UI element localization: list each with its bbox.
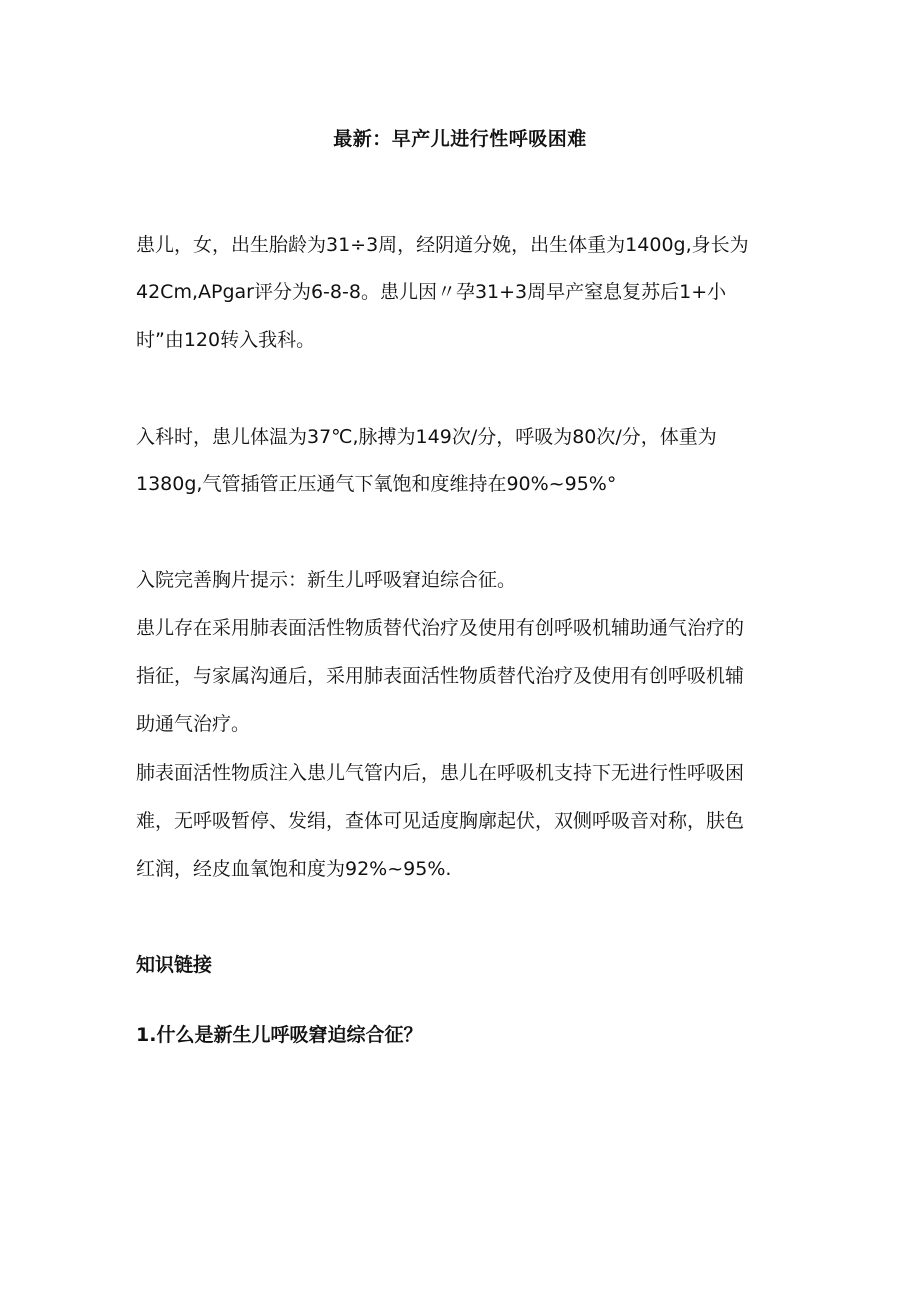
outcome-line-3: 红润，经皮血氧饱和度为92%~95%.: [136, 858, 452, 880]
chest-film-line: 入院完善胸片提示：新生儿呼吸窘迫综合征。: [136, 569, 517, 591]
document-title: 最新：早产儿进行性呼吸困难: [333, 128, 587, 150]
case-intro-line-1: 患儿，女，出生胎龄为31÷3周，经阴道分娩，出生体重为1400g,身长为: [136, 234, 749, 256]
outcome-line-1: 肺表面活性物质注入患儿气管内后，患儿在呼吸机支持下无进行性呼吸困: [136, 762, 745, 784]
knowledge-heading: 知识链接: [136, 954, 213, 976]
outcome-line-2: 难，无呼吸暂停、发绢，查体可见适度胸廓起伏，双侧呼吸音对称，肤色: [136, 810, 745, 832]
case-intro-line-2: 42Cm,APgar评分为6-8-8。患儿因〃孕31+3周早产窒息复苏后1+小: [136, 281, 727, 303]
admission-line-2: 1380g,气管插管正压通气下氧饱和度维持在90%~95%°: [136, 473, 617, 495]
admission-line-1: 入科时，患儿体温为37℃,脉搏为149次/分，呼吸为80次/分，体重为: [136, 426, 717, 448]
treatment-line-2: 指征，与家属沟通后，采用肺表面活性物质替代治疗及使用有创呼吸机辅: [136, 665, 745, 687]
case-intro-line-3: 时”由120转入我科。: [136, 329, 316, 351]
treatment-line-3: 助通气治疗。: [136, 713, 251, 735]
question-1-heading: 1.什么是新生儿呼吸窘迫综合征？: [136, 1024, 423, 1046]
treatment-line-1: 患儿存在采用肺表面活性物质替代治疗及使用有创呼吸机辅助通气治疗的: [136, 617, 745, 639]
